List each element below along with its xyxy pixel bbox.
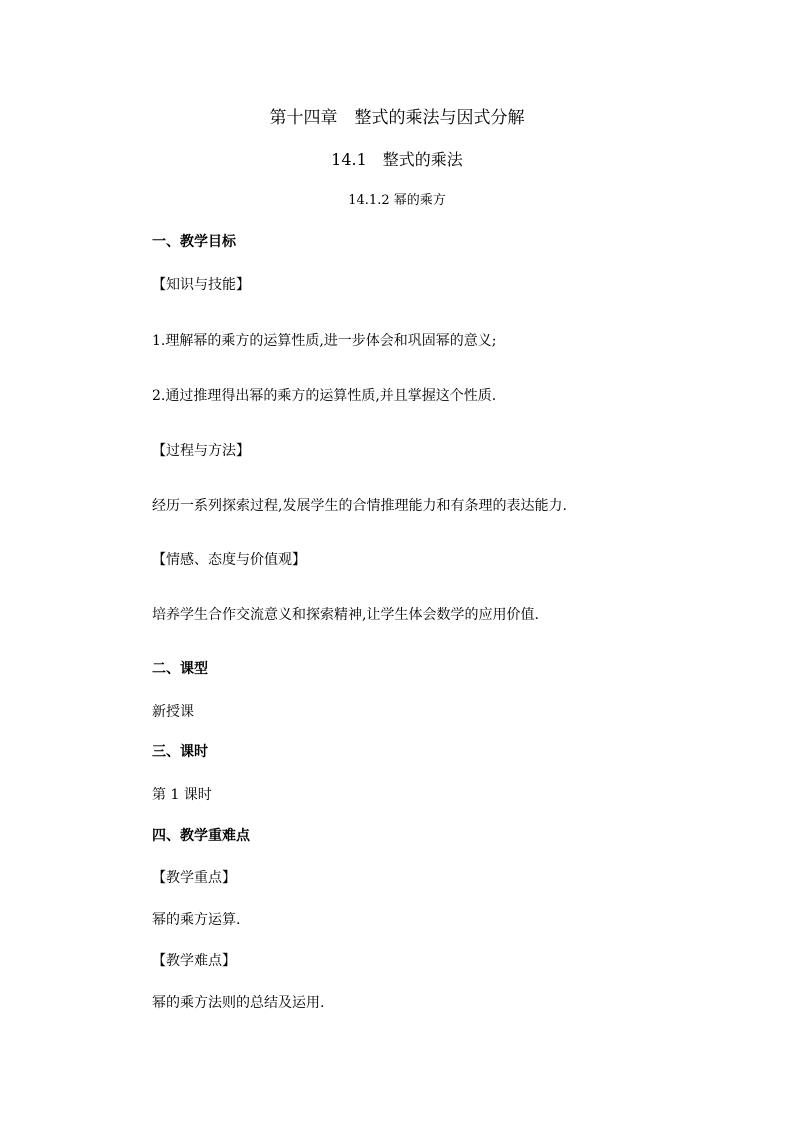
difficult-point-text: 幂的乘方法则的总结及运用. <box>152 995 325 1011</box>
lesson-type-text: 新授课 <box>152 704 194 720</box>
section-title: 14.1 整式的乘法 <box>331 150 463 169</box>
heading-key-difficult-points: 四、教学重难点 <box>152 828 250 844</box>
heading-lesson-type: 二、课型 <box>152 661 208 677</box>
subheading-knowledge-skills: 【知识与技能】 <box>152 277 250 293</box>
heading-class-hours: 三、课时 <box>152 744 208 760</box>
subheading-process-method: 【过程与方法】 <box>152 443 250 459</box>
emotion-values-text: 培养学生合作交流意义和探索精神,让学生体会数学的应用价值. <box>152 607 539 623</box>
subheading-key-point: 【教学重点】 <box>152 870 236 886</box>
class-hours-text: 第 1 课时 <box>152 787 212 803</box>
subheading-emotion-values: 【情感、态度与价值观】 <box>152 552 306 568</box>
goal-item-2: 2.通过推理得出幂的乘方的运算性质,并且掌握这个性质. <box>152 388 497 404</box>
chapter-title: 第十四章 整式的乘法与因式分解 <box>269 108 525 128</box>
key-point-text: 幂的乘方运算. <box>152 912 241 928</box>
subsection-title: 14.1.2 幂的乘方 <box>348 193 446 208</box>
heading-teaching-goals: 一、教学目标 <box>152 234 236 250</box>
process-method-text: 经历一系列探索过程,发展学生的合情推理能力和有条理的表达能力. <box>152 498 567 514</box>
subheading-difficult-point: 【教学难点】 <box>152 953 236 969</box>
goal-item-1: 1.理解幂的乘方的运算性质,进一步体会和巩固幂的意义; <box>152 333 497 349</box>
